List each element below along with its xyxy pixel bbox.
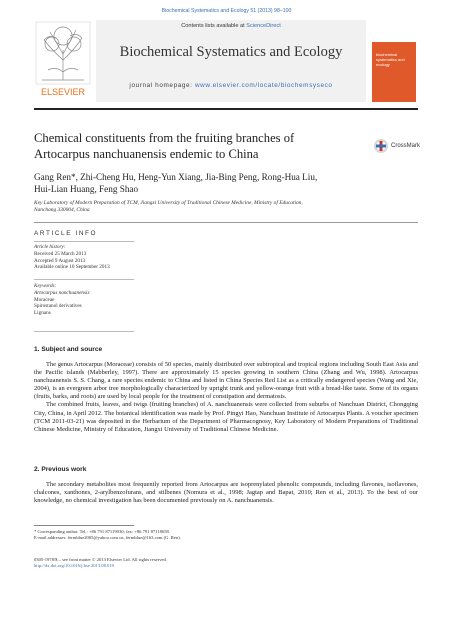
elsevier-logo [34, 20, 92, 100]
header-divider [34, 108, 418, 110]
publisher-name: ELSEVIER [40, 87, 86, 97]
keywords-block [34, 283, 154, 317]
homepage-prefix: journal homepage: [129, 82, 195, 89]
author-list [34, 172, 414, 195]
accepted-date: Accepted 9 August 2013 [34, 257, 86, 264]
crossmark-icon [373, 138, 389, 154]
history-rule [34, 279, 134, 280]
journal-header [34, 20, 366, 102]
keyword: Moraceae [34, 296, 55, 303]
title-line-2: Artocarpus nanchuanensis endemic to China [34, 146, 259, 161]
online-date: Available online 10 September 2013 [34, 264, 110, 271]
keywords-label: Keywords: [34, 283, 57, 289]
affiliation-line-2: Nanchang 330004, China [34, 207, 90, 214]
issn-line: 0305-1978/$ – see front matter © 2013 Elsevier Ltd. All rights reserved. [34, 557, 167, 562]
keyword: Artocarpus nanchuanensis [34, 289, 90, 296]
received-date: Received 25 March 2013 [34, 250, 87, 257]
journal-homepage [96, 82, 366, 89]
affiliation-line-1: Key Laboratory of Modern Preparation of TCM, Jiangxi University of Traditional Chinese Medicine, Ministry of Education, [34, 200, 303, 206]
article-title [34, 131, 354, 162]
keyword: Lignans [34, 310, 51, 317]
keyword: Spirostanol derivatives [34, 303, 82, 310]
section-heading-subject: 1. Subject and source [34, 346, 103, 353]
contents-line [96, 23, 366, 29]
footnote-rule [34, 525, 134, 526]
article-info-rule [34, 241, 134, 242]
paragraph: The secondary metabolites most frequently reported from Artocarpus are isoprenylated phenolic compounds, including flavones, isoflavones, chalcones, xanthones, 2-arylbenzofurans, and stilbenes (Nomura et al., 1998; Jagtap and Bapat, 2010; Ren et al., 2013). To the best of our knowledge, no chemical investigation has been documented previously on A. nanchuanensis. [34, 481, 418, 505]
journal-banner [96, 20, 366, 102]
cover-title: biochemical systematics and ecology [376, 52, 405, 67]
journal-cover-image [372, 42, 416, 102]
footnote [34, 529, 418, 541]
journal-title: Biochemical Systematics and Ecology [119, 44, 343, 60]
section-heading-previous-work: 2. Previous work [34, 466, 87, 473]
doi-link[interactable]: http://dx.doi.org/10.1016/j.bse.2013.08.019 [34, 563, 114, 568]
sciencedirect-link[interactable]: ScienceDirect [246, 23, 281, 29]
section-previous-work-body [34, 481, 418, 505]
history-label: Article history: [34, 244, 66, 250]
authors-line-2: Hui-Lian Huang, Feng Shao [34, 183, 139, 194]
corresponding-author: * Corresponding author. Tel.: +86 791 87119030; fax: +86 791 87118658. [34, 529, 170, 534]
affiliation [34, 200, 414, 214]
article-info-heading: ARTICLE INFO [34, 230, 98, 237]
homepage-link[interactable]: www.elsevier.com/locate/biochemsyseco [194, 82, 333, 89]
article-history [34, 244, 154, 271]
paragraph: The genus Artocarpus (Moraceae) consists of 50 species, mainly distributed over subtropical and tropical regions including South East Asia and the Pacific islands (Mabberley, 1997). There are approximately 15 species growing in southern China (Zhang and Wu, 1998). Artocarpus nanchuanensis S. S. Chang, a rare species endemic to China and listed in China Species Red List as a critically endangered species (Wang and Xie, 2004), is an evergreen arbor tree morphologically characterized by upright trunk and yellow-orange fruit with a bread-like taste. Some of its organs (fruits, barks, and roots) are used by local people for the treatment of constipation and dermatosis. [34, 361, 418, 401]
journal-citation[interactable]: Biochemical Systematics and Ecology 51 (2013) 98–100 [161, 8, 292, 14]
section-divider [34, 222, 418, 223]
crossmark-badge[interactable] [373, 138, 423, 156]
paragraph: The combined fruits, leaves, and twigs (fruiting branches) of A. nanchuanensis were collected from suburbs of Nanchuan District, Chongqing City, China, in April 2012. The botanical identification was made by Prof. Pingyi Hao, Nanchuan Institute of Artocarpus Plants. A voucher specimen (TCM 2011-03-21) was deposited in the Herbarium of the Department of Pharmacognosy, Key Laboratory of Modern Preparations of Traditional Chinese Medicine, Ministry of Education, Jiangxi University of Traditional Chinese Medicine. [34, 401, 418, 433]
contents-prefix: Contents lists available at [181, 23, 247, 29]
author-emails[interactable]: E-mail addresses: fermblue2005@yahoo.com.cn, fermblue@163.com (G. Ren). [34, 535, 181, 540]
keywords-rule [34, 331, 134, 332]
title-line-1: Chemical constituents from the fruiting branches of [34, 131, 295, 145]
authors-line-1: Gang Ren*, Zhi-Cheng Hu, Heng-Yun Xiang, Jia-Bing Peng, Rong-Hua Liu, [34, 172, 318, 182]
section-subject-body [34, 361, 418, 434]
copyright-block [34, 557, 418, 569]
crossmark-label: CrossMark [391, 143, 421, 149]
